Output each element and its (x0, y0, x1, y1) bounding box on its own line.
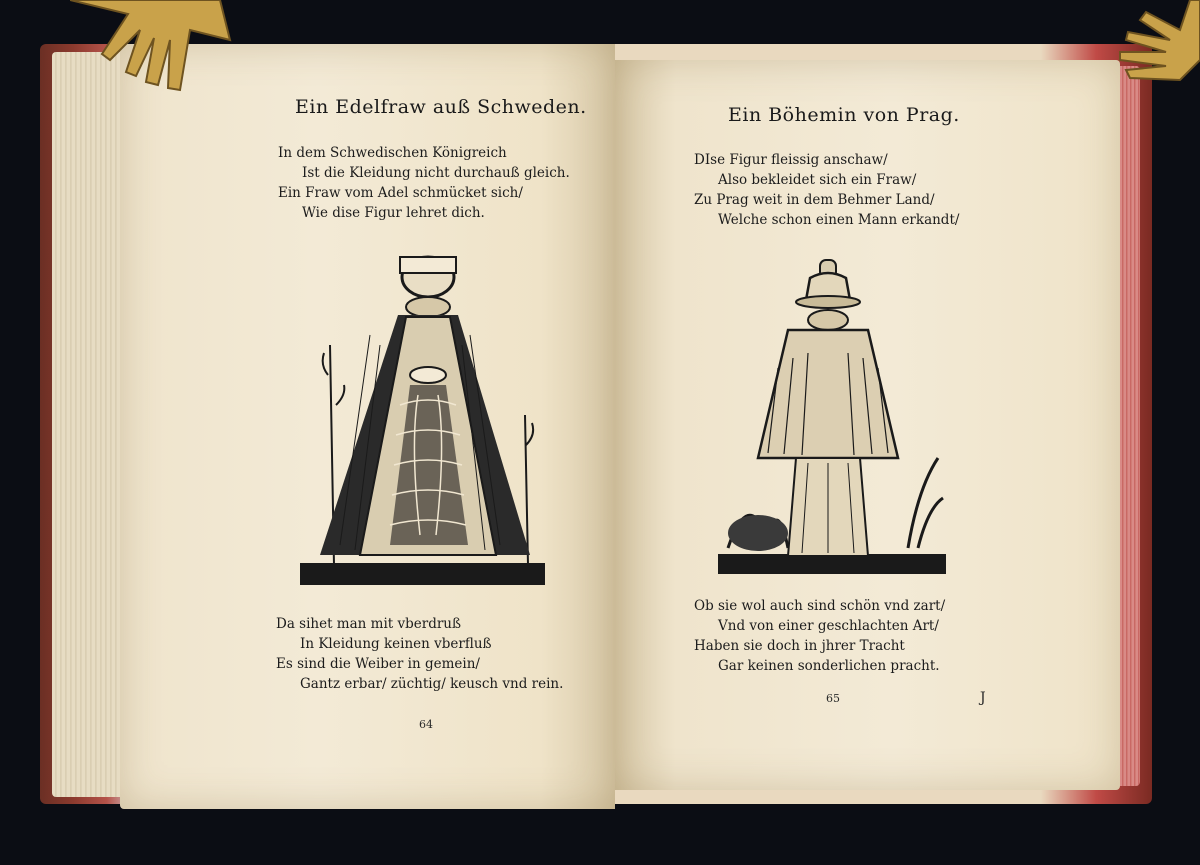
left-verse-top (278, 143, 570, 223)
left-page-number: 64 (419, 718, 433, 731)
brass-hand-left-icon (70, 0, 240, 95)
verse-line: Ob sie wol auch sind schön vnd zart/ (694, 598, 946, 614)
verse-line: Welche schon einen Mann erkandt/ (718, 212, 960, 228)
verse-line: DIse Figur fleissig anschaw/ (694, 152, 888, 168)
verse-line: Also bekleidet sich ein Fraw/ (718, 172, 917, 188)
right-page-title: Ein Böhemin von Prag. (728, 104, 960, 126)
verse-line: Gar keinen sonderlichen pracht. (718, 658, 940, 674)
verse-line: Zu Prag weit in dem Behmer Land/ (694, 192, 935, 208)
right-verse-bottom (694, 596, 945, 676)
verse-line: In dem Schwedischen Königreich (278, 145, 507, 161)
verse-line: Ist die Kleidung nicht durchauß gleich. (302, 165, 570, 181)
verse-line: Vnd von einer geschlachten Art/ (718, 618, 939, 634)
verse-line: Gantz erbar/ züchtig/ keusch vnd rein. (300, 676, 564, 692)
signature-mark: J (980, 690, 986, 706)
verse-line: Es sind die Weiber in gemein/ (276, 656, 480, 672)
brass-hand-right-icon (1070, 0, 1200, 120)
left-page-title: Ein Edelfraw auß Schweden. (295, 96, 587, 118)
prague-woman-woodcut (718, 258, 948, 580)
verse-line: Wie dise Figur lehret dich. (302, 205, 485, 221)
verse-line: Ein Fraw vom Adel schmücket sich/ (278, 185, 523, 201)
left-verse-bottom (276, 614, 563, 694)
verse-line: Da sihet man mit vberdruß (276, 616, 461, 632)
swedish-noblewoman-woodcut (300, 245, 550, 590)
right-verse-top (694, 150, 959, 230)
right-page-number: 65 (826, 692, 840, 705)
verse-line: Haben sie doch in jhrer Tracht (694, 638, 905, 654)
verse-line: In Kleidung keinen vberfluß (300, 636, 492, 652)
